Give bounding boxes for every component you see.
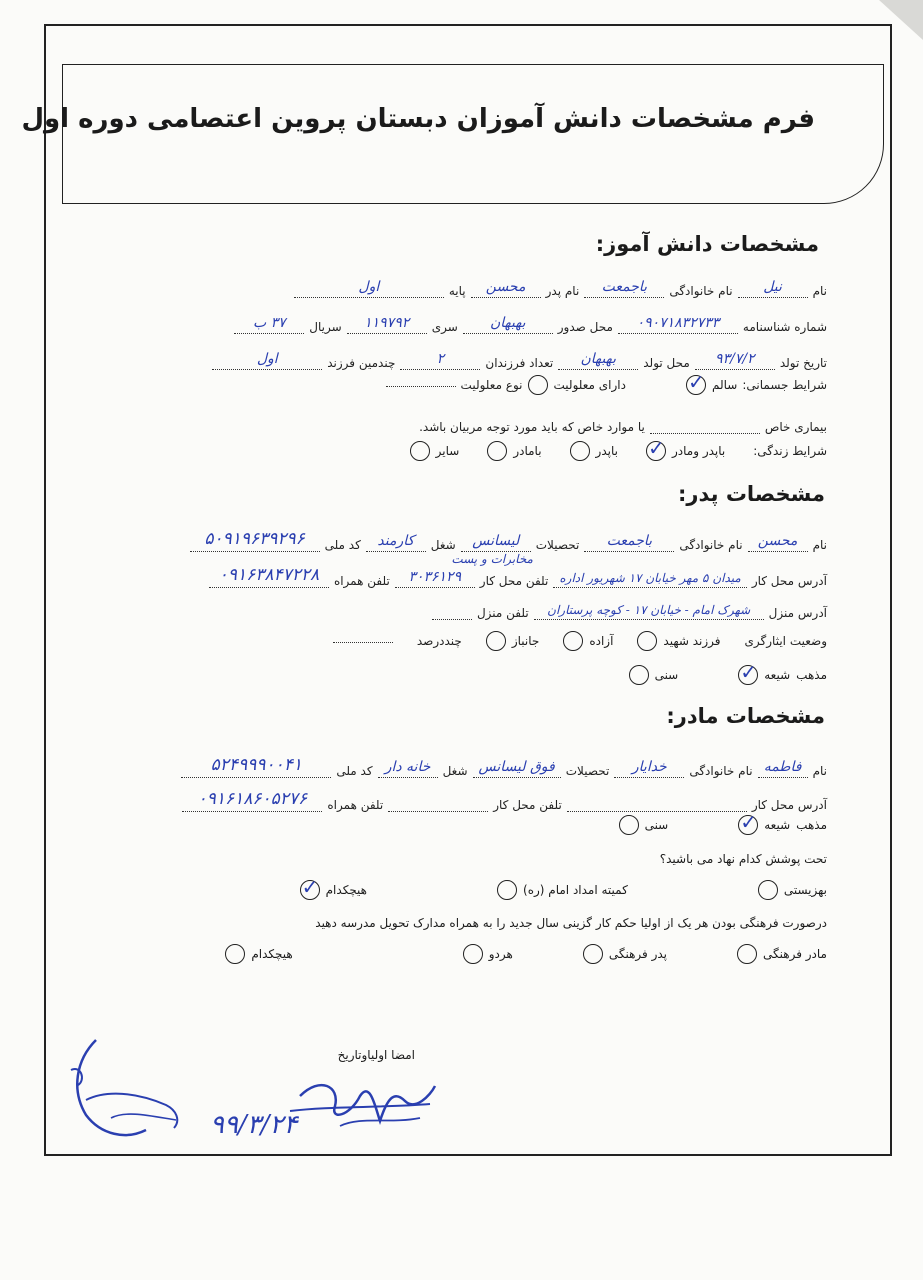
issue-place-label: محل صدور [557, 320, 613, 334]
coverage-none-label: هیچکدام [325, 883, 368, 897]
mother-sunni-option[interactable] [619, 815, 669, 835]
welfare-option[interactable] [758, 880, 827, 900]
mother-shia-label: شیعه [764, 818, 791, 832]
disability-option[interactable] [528, 375, 626, 395]
living-both-radio[interactable] [646, 441, 666, 461]
living-mother-label: بامادر [513, 444, 542, 458]
father-home-row [432, 594, 827, 620]
father-job-value: کارمند [366, 533, 426, 552]
physical-condition-row [386, 372, 827, 398]
cultural-both-label: هردو [488, 947, 513, 961]
birth-place-label: محل تولد [643, 356, 690, 370]
martyr-option[interactable] [637, 631, 720, 651]
mother-mobile-label: تلفن همراه [327, 798, 384, 812]
father-national-code-label: کد ملی [324, 538, 361, 552]
veteran-radio[interactable] [486, 631, 506, 651]
father-education-label: تحصیلات [535, 538, 580, 552]
cultural-none-option[interactable] [225, 944, 292, 964]
birth-place-value: بهبهان [558, 351, 638, 370]
father-last-name-value: باجمعت [584, 533, 674, 552]
mother-work-row [182, 786, 827, 812]
living-other-label: سایر [435, 444, 460, 458]
healthy-radio[interactable] [686, 375, 706, 395]
mother-national-code-label: کد ملی [336, 764, 373, 778]
father-religion-row [629, 662, 827, 688]
coverage-question: تحت پوشش کدام نهاد می باشید؟ [659, 852, 827, 866]
father-name-value: محسن [471, 279, 541, 298]
father-first-name-label: نام [812, 538, 827, 552]
disability-type-label: نوع معلولیت [460, 378, 523, 392]
disability-type-value[interactable] [386, 384, 456, 387]
father-sacrifice-row [333, 628, 827, 654]
serial-value: ۳۷ ب [234, 315, 304, 334]
welfare-radio[interactable] [758, 880, 778, 900]
living-father-radio[interactable] [570, 441, 590, 461]
mother-religion-label: مذهب [796, 818, 827, 832]
mother-work-phone-value[interactable] [388, 809, 488, 812]
coverage-none-option[interactable] [300, 880, 367, 900]
sacrifice-label: وضعیت ایثارگری [744, 634, 827, 648]
percent-label: چنددرصد [416, 634, 462, 648]
mother-job-label: شغل [442, 764, 468, 778]
birth-date-value: ۹۳/۷/۲ [695, 351, 775, 370]
mother-last-name-value: خدایار [614, 759, 684, 778]
relief-label: کمیته امداد امام (ره) [523, 883, 628, 897]
mother-mobile-value: ۰۹۱۶۱۸۶۰۵۲۷۶ [182, 789, 322, 812]
veteran-option[interactable] [486, 631, 540, 651]
father-name-row [190, 526, 827, 552]
issue-place-value: بهبهان [463, 315, 553, 334]
mother-sunni-label: سنی [644, 818, 669, 832]
living-row [410, 438, 827, 464]
father-work-row [209, 562, 827, 588]
living-label: شرایط زندگی: [753, 444, 827, 458]
special-illness-value[interactable] [650, 431, 760, 434]
father-work-phone-label: تلفن محل کار [479, 574, 549, 588]
series-value: ۱۱۹۷۹۲ [347, 315, 427, 334]
cultural-both-radio[interactable] [463, 944, 483, 964]
father-mobile-label: تلفن همراه [333, 574, 390, 588]
student-birth-row [212, 344, 827, 370]
father-last-name-label: نام خانوادگی [679, 538, 743, 552]
welfare-label: بهزیستی [783, 883, 827, 897]
child-order-value: اول [212, 351, 322, 370]
cultural-both-option[interactable] [463, 944, 513, 964]
grade-label: پایه [448, 284, 466, 298]
mother-sunni-radio[interactable] [619, 815, 639, 835]
special-illness-label: بیماری خاص [764, 420, 827, 434]
father-name-label: نام پدر [545, 284, 580, 298]
freed-option[interactable] [563, 631, 613, 651]
cultural-father-radio[interactable] [583, 944, 603, 964]
cultural-mother-option[interactable] [737, 944, 827, 964]
signature-date: ۹۹/۳/۲۴ [210, 1110, 298, 1140]
healthy-label: سالم [711, 378, 738, 392]
relief-option[interactable] [497, 880, 628, 900]
last-name-label: نام خانوادگی [669, 284, 733, 298]
birth-date-label: تاریخ تولد [779, 356, 827, 370]
father-sunni-radio[interactable] [629, 665, 649, 685]
id-number-label: شماره شناسنامه [742, 320, 827, 334]
last-name-value: باجمعت [584, 279, 664, 298]
signature-label: امضا اولیاوتاریخ [337, 1048, 415, 1062]
father-work-address-label: آدرس محل کار [751, 574, 827, 588]
living-both-label: باپدر ومادر [671, 444, 726, 458]
living-father-label: باپدر [595, 444, 618, 458]
father-work-address-value: میدان ۵ مهر خیابان ۱۷ شهریور اداره [553, 571, 746, 588]
first-name-value: نیل [738, 279, 808, 298]
cultural-none-radio[interactable] [225, 944, 245, 964]
mother-name-row [181, 752, 827, 778]
father-sunni-label: سنی [654, 668, 679, 682]
relief-radio[interactable] [497, 880, 517, 900]
cultural-options-row [225, 944, 827, 964]
title-box [62, 64, 884, 204]
father-mobile-value: ۰۹۱۶۳۸۴۷۲۲۸ [209, 565, 329, 588]
children-count-value: ۲ [400, 351, 480, 370]
martyr-label: فرزند شهید [663, 634, 721, 648]
living-other-radio[interactable] [410, 441, 430, 461]
father-work-phone-value: ۳۰۳۶۱۲۹ [395, 569, 475, 588]
father-work-address-note: مخابرات و پست [451, 552, 533, 566]
mother-shia-option[interactable] [738, 815, 827, 835]
percent-value[interactable] [333, 640, 393, 643]
special-illness-suffix: یا موارد خاص که باید مورد توجه مربیان باشد. [419, 420, 645, 434]
mother-work-phone-label: تلفن محل کار [493, 798, 562, 812]
cultural-father-option[interactable] [583, 944, 667, 964]
father-education-value: لیسانس [461, 533, 531, 552]
mother-job-value: خانه دار [378, 759, 438, 778]
children-count-label: تعداد فرزندان [485, 356, 554, 370]
living-both-option[interactable] [646, 441, 725, 461]
parent-signature [280, 1066, 440, 1146]
form-title: فرم مشخصات دانش آموزان دبستان پروین اعتصامی دوره اول [21, 104, 815, 134]
father-national-code-value: ۵۰۹۱۹۶۳۹۲۹۶ [190, 529, 320, 552]
living-mother-radio[interactable] [487, 441, 507, 461]
father-religion-label: مذهب [796, 668, 827, 682]
mother-heading: مشخصات مادر: [666, 704, 825, 728]
father-sunni-option[interactable] [629, 665, 679, 685]
first-name-label: نام [812, 284, 827, 298]
father-shia-label: شیعه [764, 668, 791, 682]
living-mother-option[interactable] [487, 441, 541, 461]
grade-value: اول [294, 279, 444, 298]
father-job-label: شغل [430, 538, 456, 552]
father-first-name-value: محسن [748, 533, 808, 552]
child-order-label: چندمین فرزند [327, 356, 396, 370]
disability-label: دارای معلولیت [553, 378, 626, 392]
living-father-option[interactable] [570, 441, 618, 461]
cultural-none-label: هیچکدام [251, 947, 293, 961]
freed-radio[interactable] [563, 631, 583, 651]
father-home-phone-label: تلفن منزل [476, 606, 529, 620]
cultural-mother-radio[interactable] [737, 944, 757, 964]
student-name-row [294, 272, 827, 298]
coverage-options-row [300, 880, 827, 900]
father-home-address-label: آدرس منزل [768, 606, 827, 620]
mother-first-name-label: نام [812, 764, 827, 778]
mother-work-address-label: آدرس محل کار [751, 798, 827, 812]
special-illness-row [419, 408, 827, 434]
freed-label: آزاده [589, 634, 614, 648]
father-shia-option[interactable] [738, 665, 827, 685]
cultural-question: درصورت فرهنگی بودن هر یک از اولیا حکم کار گزینی سال جدید را به همراه مدارک تحویل مدرسه دهید [315, 916, 827, 930]
father-home-address-value: شهرک امام - خیابان ۱۷ - کوچه پرستاران [534, 603, 764, 620]
student-heading: مشخصات دانش آموز: [595, 232, 819, 256]
veteran-label: جانباز [511, 634, 540, 648]
healthy-option[interactable] [686, 375, 737, 395]
disability-radio[interactable] [528, 375, 548, 395]
mother-shia-radio[interactable] [738, 815, 758, 835]
serial-label: سریال [309, 320, 342, 334]
martyr-radio[interactable] [637, 631, 657, 651]
mother-national-code-value: ۵۲۴۹۹۹۰۰۴۱ [181, 755, 331, 778]
cultural-father-label: پدر فرهنگی [608, 947, 668, 961]
stamp-signature [56, 1030, 186, 1150]
cultural-mother-label: مادر فرهنگی [763, 947, 827, 961]
living-other-option[interactable] [410, 441, 460, 461]
mother-first-name-value: فاطمه [758, 759, 808, 778]
mother-education-label: تحصیلات [565, 764, 610, 778]
mother-last-name-label: نام خانوادگی [689, 764, 753, 778]
coverage-none-radio[interactable] [300, 880, 320, 900]
series-label: سری [431, 320, 458, 334]
mother-education-value: فوق لیسانس [473, 759, 561, 778]
student-id-row [234, 308, 827, 334]
father-heading: مشخصات پدر: [678, 482, 825, 506]
physical-condition-label: شرایط جسمانی: [742, 378, 827, 392]
father-shia-radio[interactable] [738, 665, 758, 685]
father-home-phone-value[interactable] [432, 617, 472, 620]
id-number-value: ۰۹۰۷۱۸۳۲۷۳۳ [618, 315, 738, 334]
mother-religion-row [619, 812, 827, 838]
